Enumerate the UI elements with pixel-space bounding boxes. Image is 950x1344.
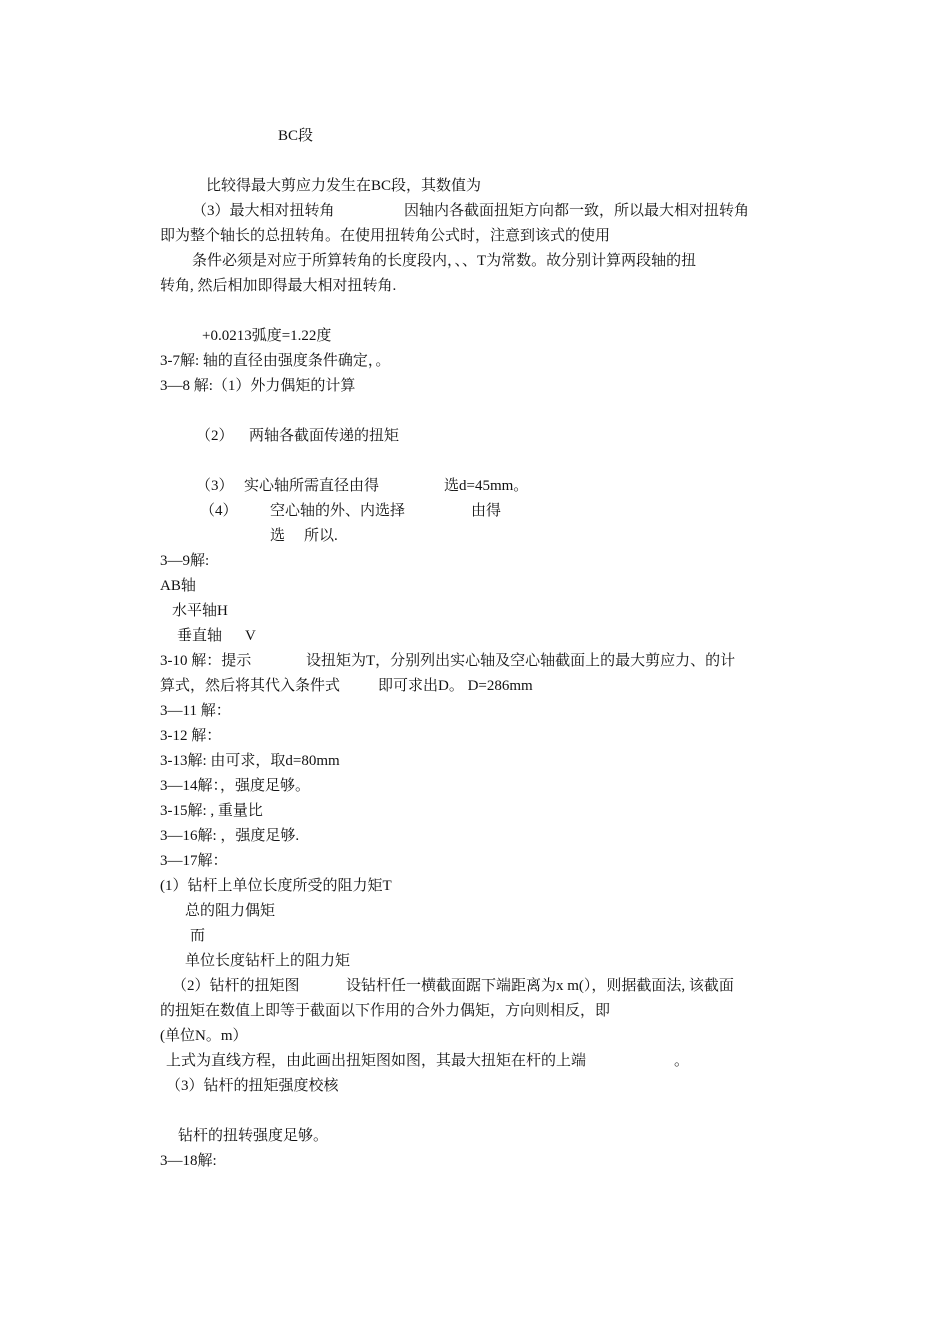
text-line (192, 199, 335, 224)
text-line: 上式为直线方程，由此画出扭矩图如图，其最大扭矩在杆的上端 (166, 1053, 587, 1069)
text-line: 3—8 解:（1）外力偶矩的计算 (160, 378, 356, 394)
text-line: 垂直轴 (177, 628, 223, 644)
text-line: 3—9解: (160, 553, 210, 569)
text-line: （4） (200, 503, 238, 519)
text-span: （3）最大相对扭转角 (192, 203, 335, 219)
text-line: 转角, 然后相加即得最大相对扭转角. (160, 278, 397, 294)
text-line: 3—17解： (160, 853, 228, 869)
text-line: （2） (196, 428, 234, 444)
text-line: 3-7解: 轴的直径由强度条件确定，。 (160, 353, 391, 369)
text-line: 3—16解: ，强度足够. (160, 828, 300, 844)
text-line: (1）钻杆上单位长度所受的阻力矩T (160, 878, 392, 894)
text-line: （2）钻杆的扭矩图 (172, 978, 300, 994)
text-line: 所以. (304, 528, 338, 544)
text-line: 单位长度钻杆上的阻力矩 (185, 953, 351, 969)
text-line: 3—14解：，强度足够。 (160, 778, 311, 794)
text-line: 3—18解: (160, 1153, 217, 1169)
text-line: 两轴各截面传递的扭矩 (249, 428, 400, 444)
text-line: 实心轴所需直径由得 (244, 478, 380, 494)
text-line: 3-13解: 由可求，取d=80mm (160, 753, 340, 769)
text-line: 3—11 解： (160, 703, 231, 719)
text-line: 即为整个轴长的总扭转角。在使用扭转角公式时，注意到该式的使用 (160, 228, 611, 244)
text-line: 条件必须是对应于所算转角的长度段内，、、T为常数。故分别计算两段轴的扭 (192, 253, 697, 269)
text-line: 选d=45mm。 (444, 478, 529, 494)
text-line: 选 (270, 528, 286, 544)
text-line: BC段 (278, 128, 314, 144)
text-line: V (245, 628, 256, 644)
text-line: 即可求出D。 D=286mm (378, 678, 533, 694)
text-line: 比较得最大剪应力发生在BC段，其数值为 (206, 178, 482, 194)
text-line: AB轴 (160, 578, 196, 594)
text-line: 水平轴H (172, 603, 228, 619)
text-line: (单位N。m） (160, 1028, 248, 1044)
text-line: 钻杆的扭转强度足够。 (178, 1128, 329, 1144)
text-line: +0.0213弧度=1.22度 (202, 328, 332, 344)
text-line: 算式，然后将其代入条件式 (160, 678, 341, 694)
text-line: 。 (674, 1053, 690, 1069)
text-line: 设扭矩为T，分别列出实心轴及空心轴截面上的最大剪应力、的计 (306, 653, 736, 669)
text-line: （3） (196, 478, 234, 494)
text-line: 3-15解: , 重量比 (160, 803, 263, 819)
text-line: 总的阻力偶矩 (185, 903, 276, 919)
text-line: 而 (190, 928, 206, 944)
text-line: 空心轴的外、内选择 (270, 503, 406, 519)
text-line: 因轴内各截面扭矩方向都一致，所以最大相对扭转角 (404, 203, 750, 219)
text-line: 设钻杆任一横截面踞下端距离为x m(），则据截面法, 该截面 (346, 978, 734, 994)
text-line: 3-10 解：提示 (160, 653, 252, 669)
text-line: 的扭矩在数值上即等于截面以下作用的合外力偶矩，方向则相反，即 (160, 1003, 611, 1019)
text-line: 由得 (471, 503, 502, 519)
text-line: （3）钻杆的扭矩强度校核 (166, 1078, 339, 1094)
text-line: 3-12 解： (160, 728, 222, 744)
